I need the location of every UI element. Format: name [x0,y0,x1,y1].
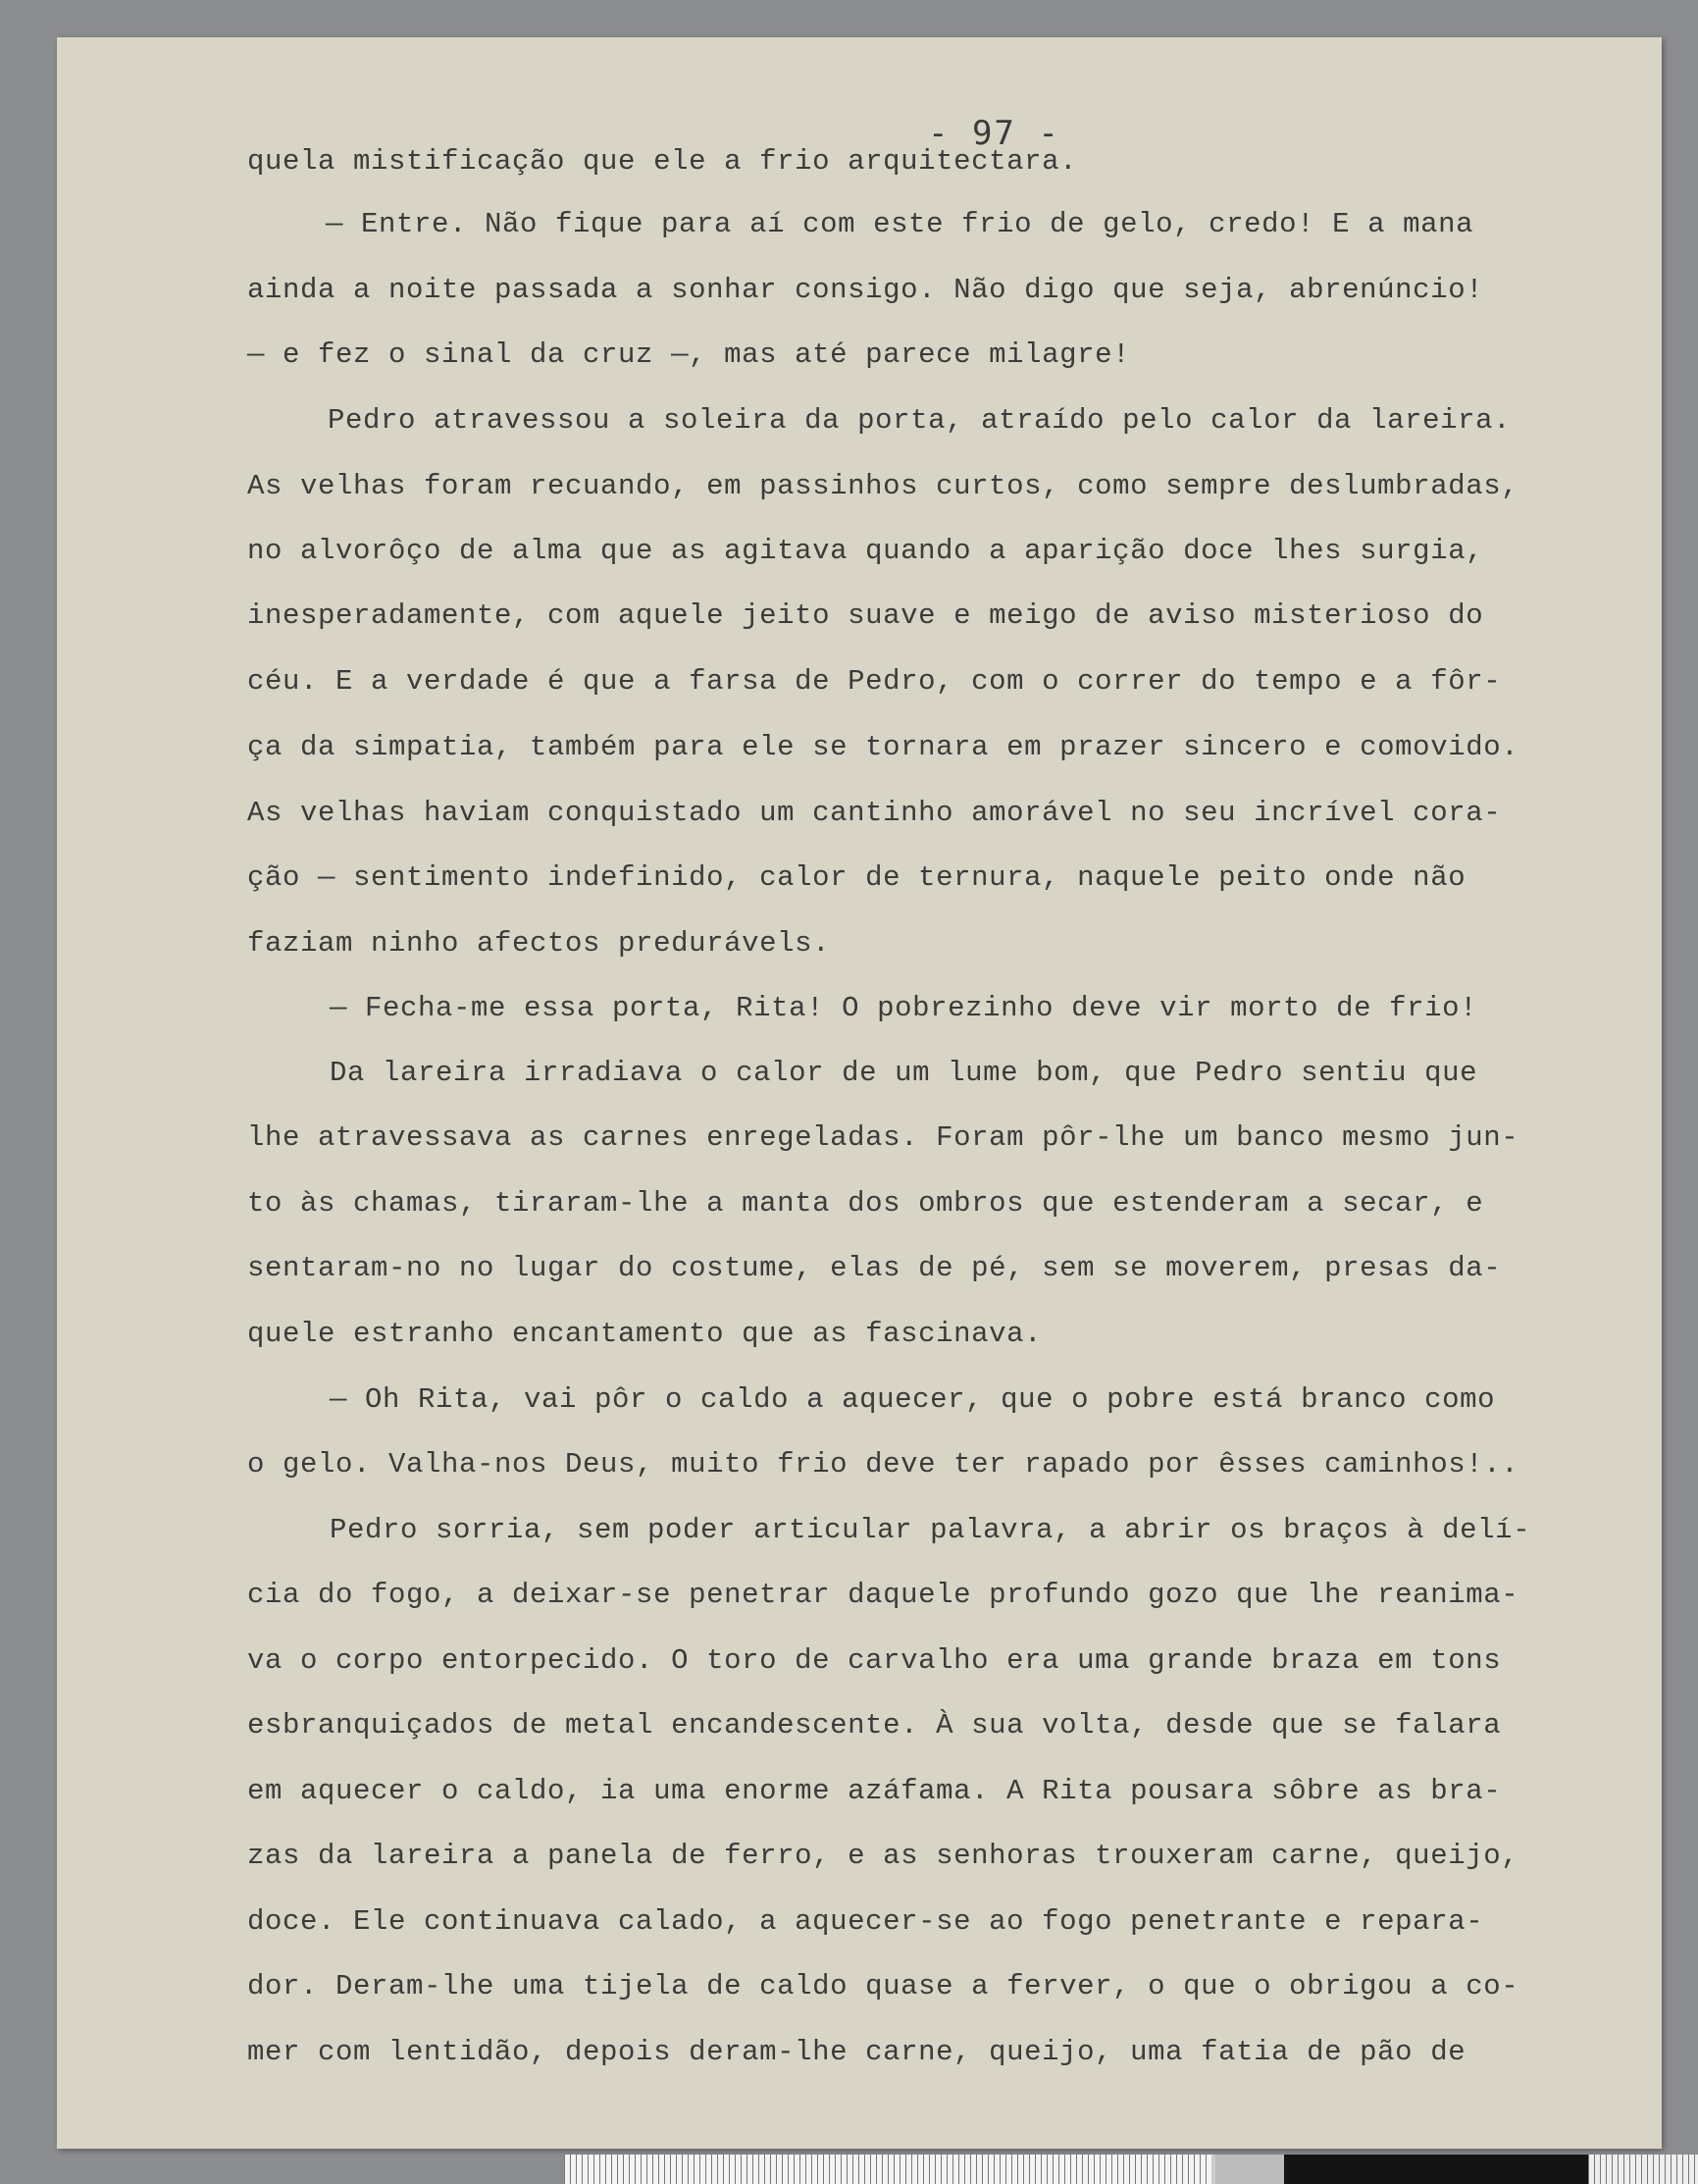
text-line: Pedro atravessou a soleira da porta, atraído pelo calor da lareira. [328,404,1512,437]
ruler-scale-segment [1588,2155,1698,2184]
text-line: quela mistificação que ele a frio arquitectara. [247,145,1078,178]
text-line: o gelo. Valha-nos Deus, muito frio deve ter rapado por êsses caminhos!.. [247,1448,1519,1481]
text-line: Da lareira irradiava o calor de um lume bom, que Pedro sentiu que [330,1057,1478,1089]
text-line: to às chamas, tiraram-lhe a manta dos ombros que estenderam a secar, e [247,1187,1484,1220]
text-line: sentaram-no no lugar do costume, elas de pé, sem se moverem, presas da- [247,1252,1502,1284]
text-line: As velhas foram recuando, em passinhos curtos, como sempre deslumbradas, [247,470,1519,502]
scan-color-ruler [564,2155,1698,2184]
text-line: — e fez o sinal da cruz —, mas até parece milagre! [247,338,1131,371]
text-line: Pedro sorria, sem poder articular palavra, a abrir os braços à delí- [330,1514,1531,1546]
text-line: no alvorôço de alma que as agitava quando a aparição doce lhes surgia, [247,535,1484,567]
text-line: dor. Deram-lhe uma tijela de caldo quase a ferver, o que o obrigou a co- [247,1970,1519,2002]
text-line: ça da simpatia, também para ele se tornara em prazer sincero e comovido. [247,731,1519,763]
text-line: em aquecer o caldo, ia uma enorme azáfama. A Rita pousara sôbre as bra- [247,1775,1502,1807]
ruler-black-patch [1284,2155,1588,2184]
text-line: faziam ninho afectos predurávels. [247,927,831,960]
text-line: — Entre. Não fique para aí com este frio de gelo, credo! E a mana [326,208,1474,240]
text-line: quele estranho encantamento que as fascinava. [247,1318,1043,1350]
text-line: — Fecha-me essa porta, Rita! O pobrezinho deve vir morto de frio! [330,992,1478,1024]
text-line: cia do fogo, a deixar-se penetrar daquele profundo gozo que lhe reanima- [247,1579,1519,1611]
text-line: va o corpo entorpecido. O toro de carvalho era uma grande braza em tons [247,1644,1502,1677]
text-line: esbranquiçados de metal encandescente. À sua volta, desde que se falara [247,1709,1502,1742]
text-line: ção — sentimento indefinido, calor de ternura, naquele peito onde não [247,861,1466,894]
text-line: inesperadamente, com aquele jeito suave e meigo de aviso misterioso do [247,599,1484,632]
text-line: zas da lareira a panela de ferro, e as senhoras trouxeram carne, queijo, [247,1840,1519,1872]
ruler-gray-patch [1215,2155,1284,2184]
text-line: mer com lentidão, depois deram-lhe carne, queijo, uma fatia de pão de [247,2036,1466,2068]
text-line: As velhas haviam conquistado um cantinho amorável no seu incrível cora- [247,797,1502,829]
ruler-scale-segment [564,2155,1211,2184]
text-line: — Oh Rita, vai pôr o caldo a aquecer, que o pobre está branco como [330,1383,1496,1416]
text-line: ainda a noite passada a sonhar consigo. Não digo que seja, abrenúncio! [247,274,1484,306]
text-line: céu. E a verdade é que a farsa de Pedro, com o correr do tempo e a fôr- [247,665,1502,698]
text-line: doce. Ele continuava calado, a aquecer-se ao fogo penetrante e repara- [247,1905,1484,1938]
text-line: lhe atravessava as carnes enregeladas. Foram pôr-lhe um banco mesmo jun- [247,1121,1519,1154]
page-number: - 97 - [928,114,1060,153]
